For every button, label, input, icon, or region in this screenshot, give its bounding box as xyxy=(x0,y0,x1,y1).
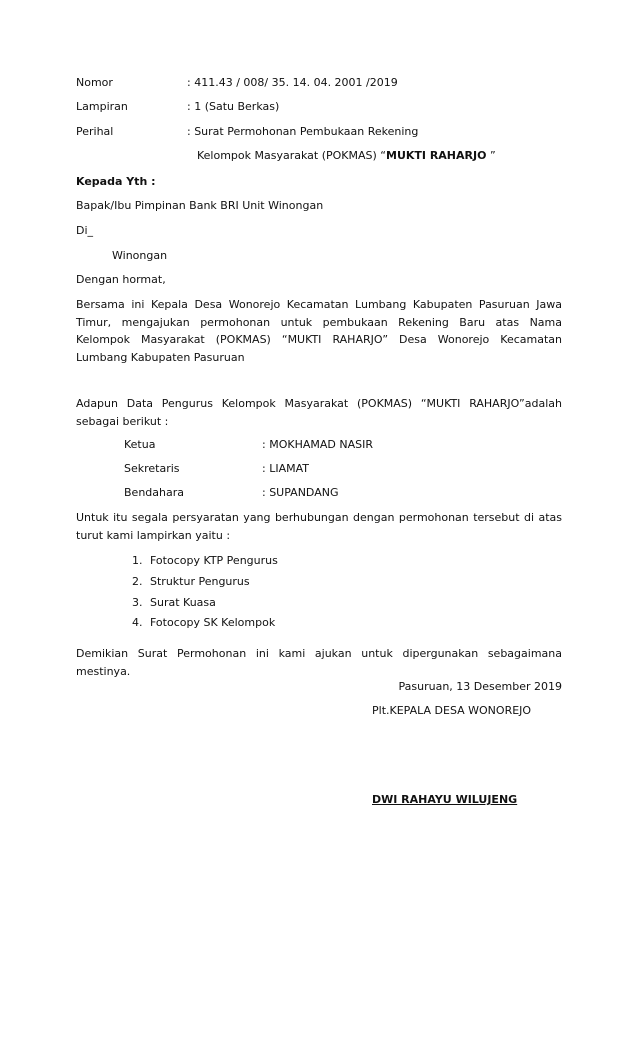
lampiran-item: Surat Kuasa xyxy=(150,596,216,609)
perihal-label: Perihal xyxy=(76,125,114,138)
lampiran-value: : 1 (Satu Berkas) xyxy=(187,100,280,113)
lampiran-item: Fotocopy KTP Pengurus xyxy=(150,554,278,567)
pengurus-role: Sekretaris xyxy=(124,462,180,475)
pengurus-name: : SUPANDANG xyxy=(262,486,339,499)
perihal-cont-prefix: Kelompok Masyarakat (POKMAS) “ xyxy=(197,149,386,162)
nomor-value: : 411.43 / 008/ 35. 14. 04. 2001 /2019 xyxy=(187,76,398,89)
paragraph-persyaratan: Untuk itu segala persyaratan yang berhubungan dengan permohonan tersebut di atas turut kami lampirkan yaitu : xyxy=(76,511,562,542)
pokmas-name: MUKTI RAHARJO xyxy=(386,149,487,162)
lampiran-label: Lampiran xyxy=(76,100,128,113)
lampiran-number: 4. xyxy=(132,616,143,629)
kepada-heading: Kepada Yth : xyxy=(76,175,156,188)
perihal-value: : Surat Permohonan Pembukaan Rekening xyxy=(187,125,419,138)
addressee-city: Winongan xyxy=(112,249,168,262)
addressee-di: Di_ xyxy=(76,224,94,237)
lampiran-number: 3. xyxy=(132,596,143,609)
paragraph-introduction: Bersama ini Kepala Desa Wonorejo Kecamatan Lumbang Kabupaten Pasuruan Jawa Timur, mengajukan permohonan untuk pembukaan Rekening Baru atas Nama Kelompok Masyarakat (POKMAS) “MUKTI RAHARJO” Desa Wonorejo Kecamatan Lumbang Kabupaten Pasuruan xyxy=(76,298,562,364)
signatory-name: DWI RAHAYU WILUJENG xyxy=(372,793,518,806)
nomor-label: Nomor xyxy=(76,76,113,89)
signatory-position: Plt.KEPALA DESA WONOREJO xyxy=(372,704,532,717)
pengurus-role: Ketua xyxy=(124,438,156,451)
perihal-continuation xyxy=(197,149,496,162)
perihal-cont-suffix: ” xyxy=(486,149,496,162)
paragraph-pengurus: Adapun Data Pengurus Kelompok Masyarakat (POKMAS) “MUKTI RAHARJO”adalah sebagai berikut : xyxy=(76,397,562,428)
paragraph-closing: Demikian Surat Permohonan ini kami ajukan untuk dipergunakan sebagaimana mestinya. xyxy=(76,647,562,678)
pengurus-name: : LIAMAT xyxy=(262,462,309,475)
greeting: Dengan hormat, xyxy=(76,273,166,286)
lampiran-number: 2. xyxy=(132,575,143,588)
pengurus-name: : MOKHAMAD NASIR xyxy=(262,438,373,451)
addressee-line: Bapak/Ibu Pimpinan Bank BRI Unit Winongan xyxy=(76,199,324,212)
place-date: Pasuruan, 13 Desember 2019 xyxy=(398,680,562,693)
lampiran-item: Struktur Pengurus xyxy=(150,575,250,588)
lampiran-item: Fotocopy SK Kelompok xyxy=(150,616,276,629)
pengurus-role: Bendahara xyxy=(124,486,184,499)
lampiran-number: 1. xyxy=(132,554,143,567)
